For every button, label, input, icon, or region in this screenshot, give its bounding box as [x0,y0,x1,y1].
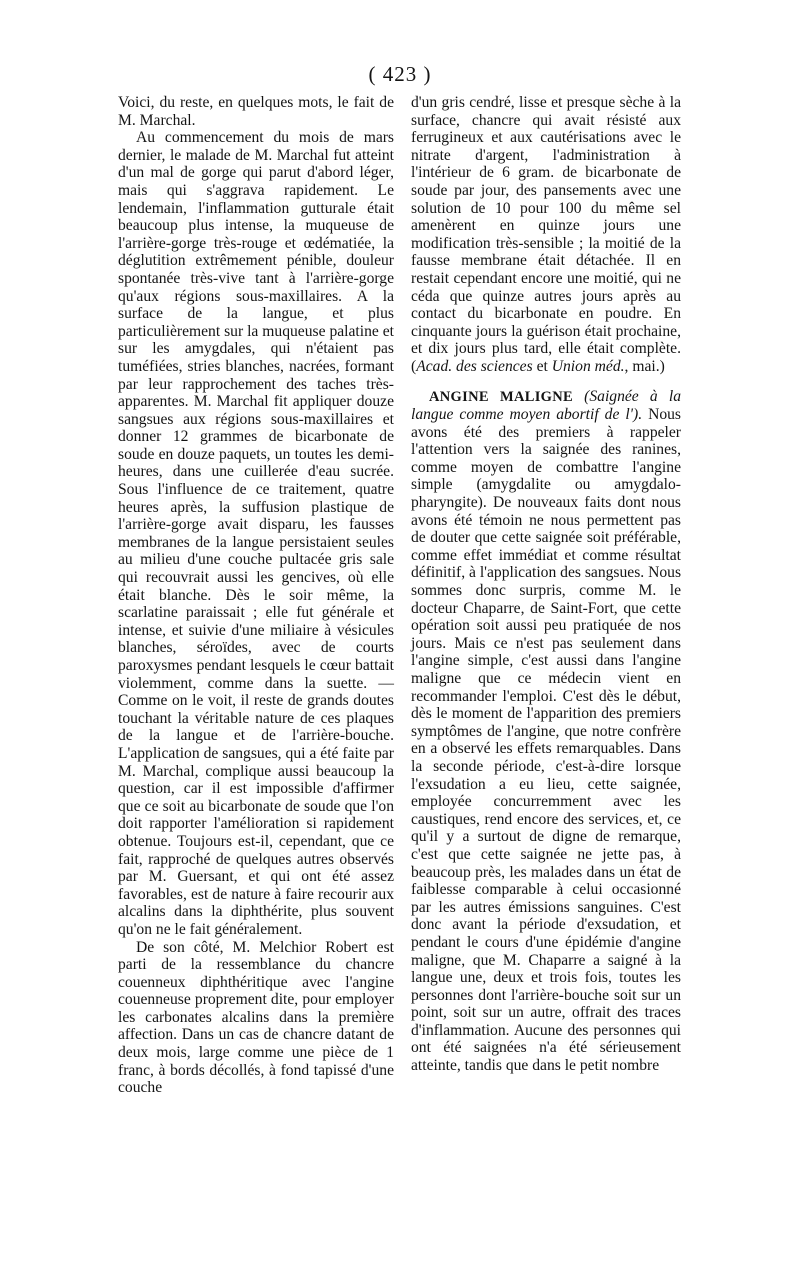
right-column [411,94,681,1075]
article-heading: ANGINE MALIGNE [429,388,573,405]
left-paragraph-melchior-robert: De son côté, M. Melchior Robert est parti de la ressemblance du chancre couenneux diphthéritique avec l'angine couenneuse proprement dite, pour employer les carbonates alcalins dans la première affection. Dans un cas de chancre datant de deux mois, large comme une pièce de 1 franc, à bords décollés, à fond tapissé d'une couche [118,938,394,1097]
reference-open: ( [411,357,417,375]
reference-close: , mai.) [624,357,665,375]
left-paragraph-intro: Voici, du reste, en quelques mots, le fait de M. Marchal. [118,94,394,129]
page-number: ( 423 ) [368,62,432,86]
right-paragraph-text: d'un gris cendré, lisse et presque sèche à la surface, chancre qui avait résisté aux ferrugineux et aux cautérisations avec le nitrate d'argent, l'administration à l'intérieur de 6 gram. de bicarbonate de soude par jour, des pansements avec une solution de 10 pour 100 du même sel amenèrent en quinze jours une modification très-sensible ; la moitié de la fausse membrane était détachée. Il en restait cependant encore une moitié, qui ne céda que quinze autres jours après au contact du bicarbonate en poudre. En cinquante jours la guérison était prochaine, et dix jours plus tard, elle était complète. [411,94,681,358]
angine-maligne-article [411,388,681,1075]
article-body: Nous avons été des premiers à rappeler l'attention vers la saignée des ranines, comme moyen de combattre l'angine simple (amygdalite ou amygdalo-pharyngite). De nouveaux faits dont nous avons été témoin ne nous permettent pas de douter que cette saignée soit préférable, comme effet immédiat et comme résultat définitif, à l'application des sangsues. Nous sommes donc surpris, comme M. le docteur Chaparre, de Saint-Fort, que cette opération soit aussi peu pratiquée de nos jours. Mais ce n'est pas seulement dans l'angine simple, c'est aussi dans l'angine maligne que ce médecin vient en recommander l'emploi. C'est dès le début, dès le moment de l'apparition des premiers symptômes de l'angine, que notre confrère en a observé les effets remarquables. Dans la seconde période, c'est-à-dire lorsque l'exsudation a eu lieu, cette saignée, employée concurremment avec les caustiques, rend encore des services, et, ce qu'il y a surtout de digne de remarque, c'est que cette saignée ne jette pas, à beaucoup près, les malades dans un état de faiblesse comparable à celui occasionné par les autres émissions sanguines. C'est donc avant la période d'exsudation, et pendant le cours d'une épidémie d'angine maligne, que M. Chaparre a saigné à la langue une, deux et trois fois, toutes les personnes dont l'arrière-bouche soit sur un point, soit sur un autre, offrait des traces d'inflammation. Aucune des personnes qui ont été saignées n'a été sérieusement atteinte, tandis que dans le petit nombre [411,406,682,1075]
reference-acad: Acad. des sciences [416,357,533,375]
right-paragraph-continuation [411,94,681,376]
left-paragraph-marchal-case: Au commencement du mois de mars dernier, le malade de M. Marchal fut atteint d'un mal de gorge qui parut d'abord léger, mais qui s'aggrava rapidement. Le lendemain, l'inflammation gutturale était beaucoup plus intense, la muqueuse de l'arrière-gorge très-rouge et œdématiée, la déglutition extrêmement pénible, douleur spontanée très-vive tant à l'arrière-gorge qu'aux régions sous-maxillaires. A la surface de la langue, et plus particulièrement sur la muqueuse palatine et sur les amygdales, qui n'étaient pas tuméfiées, stries blanches, nacrées, formant par leur rapprochement des taches très-apparentes. M. Marchal fit appliquer douze sangsues aux régions sous-maxillaires et donner 12 grammes de bicarbonate de soude en douze paquets, un toutes les demi-heures, dans une cuillerée d'eau sucrée. Sous l'influence de ce traitement, quatre heures après, la suffusion plastique de l'arrière-gorge avait disparu, les fausses membranes de la langue persistaient seules au milieu d'une couche pultacée gris sale qui recouvrait aussi les gencives, où elle était blanche. Dès le soir même, la scarlatine paraissait ; elle fut générale et intense, et suivie d'une miliaire à vésicules blanches, séroïdes, avec de courts paroxysmes pendant lesquels le cœur battait violemment, comme dans la suette. — Comme on le voit, il reste de grands doutes touchant la véritable nature de ces plaques de la langue et de l'arrière-bouche. L'application de sangsues, qui a été faite par M. Marchal, complique aussi beaucoup la question, car il est impossible d'affirmer que ce soit au bicarbonate de soude que l'on doit rapporter l'amélioration si rapidement obtenue. Toujours est-il, cependant, que ce fait, rapproché de quelques autres observés par M. Guersant, et qui ont été assez favorables, est de nature à faire recourir aux alcalins dans la diphthérite, plus souvent qu'on ne le fait généralement. [118,129,394,938]
left-column [118,94,394,1097]
article-subheading: (Saignée à la langue comme moyen abortif de l'). [411,387,681,424]
reference-mid: et [532,357,552,375]
reference-union: Union méd. [551,357,625,375]
